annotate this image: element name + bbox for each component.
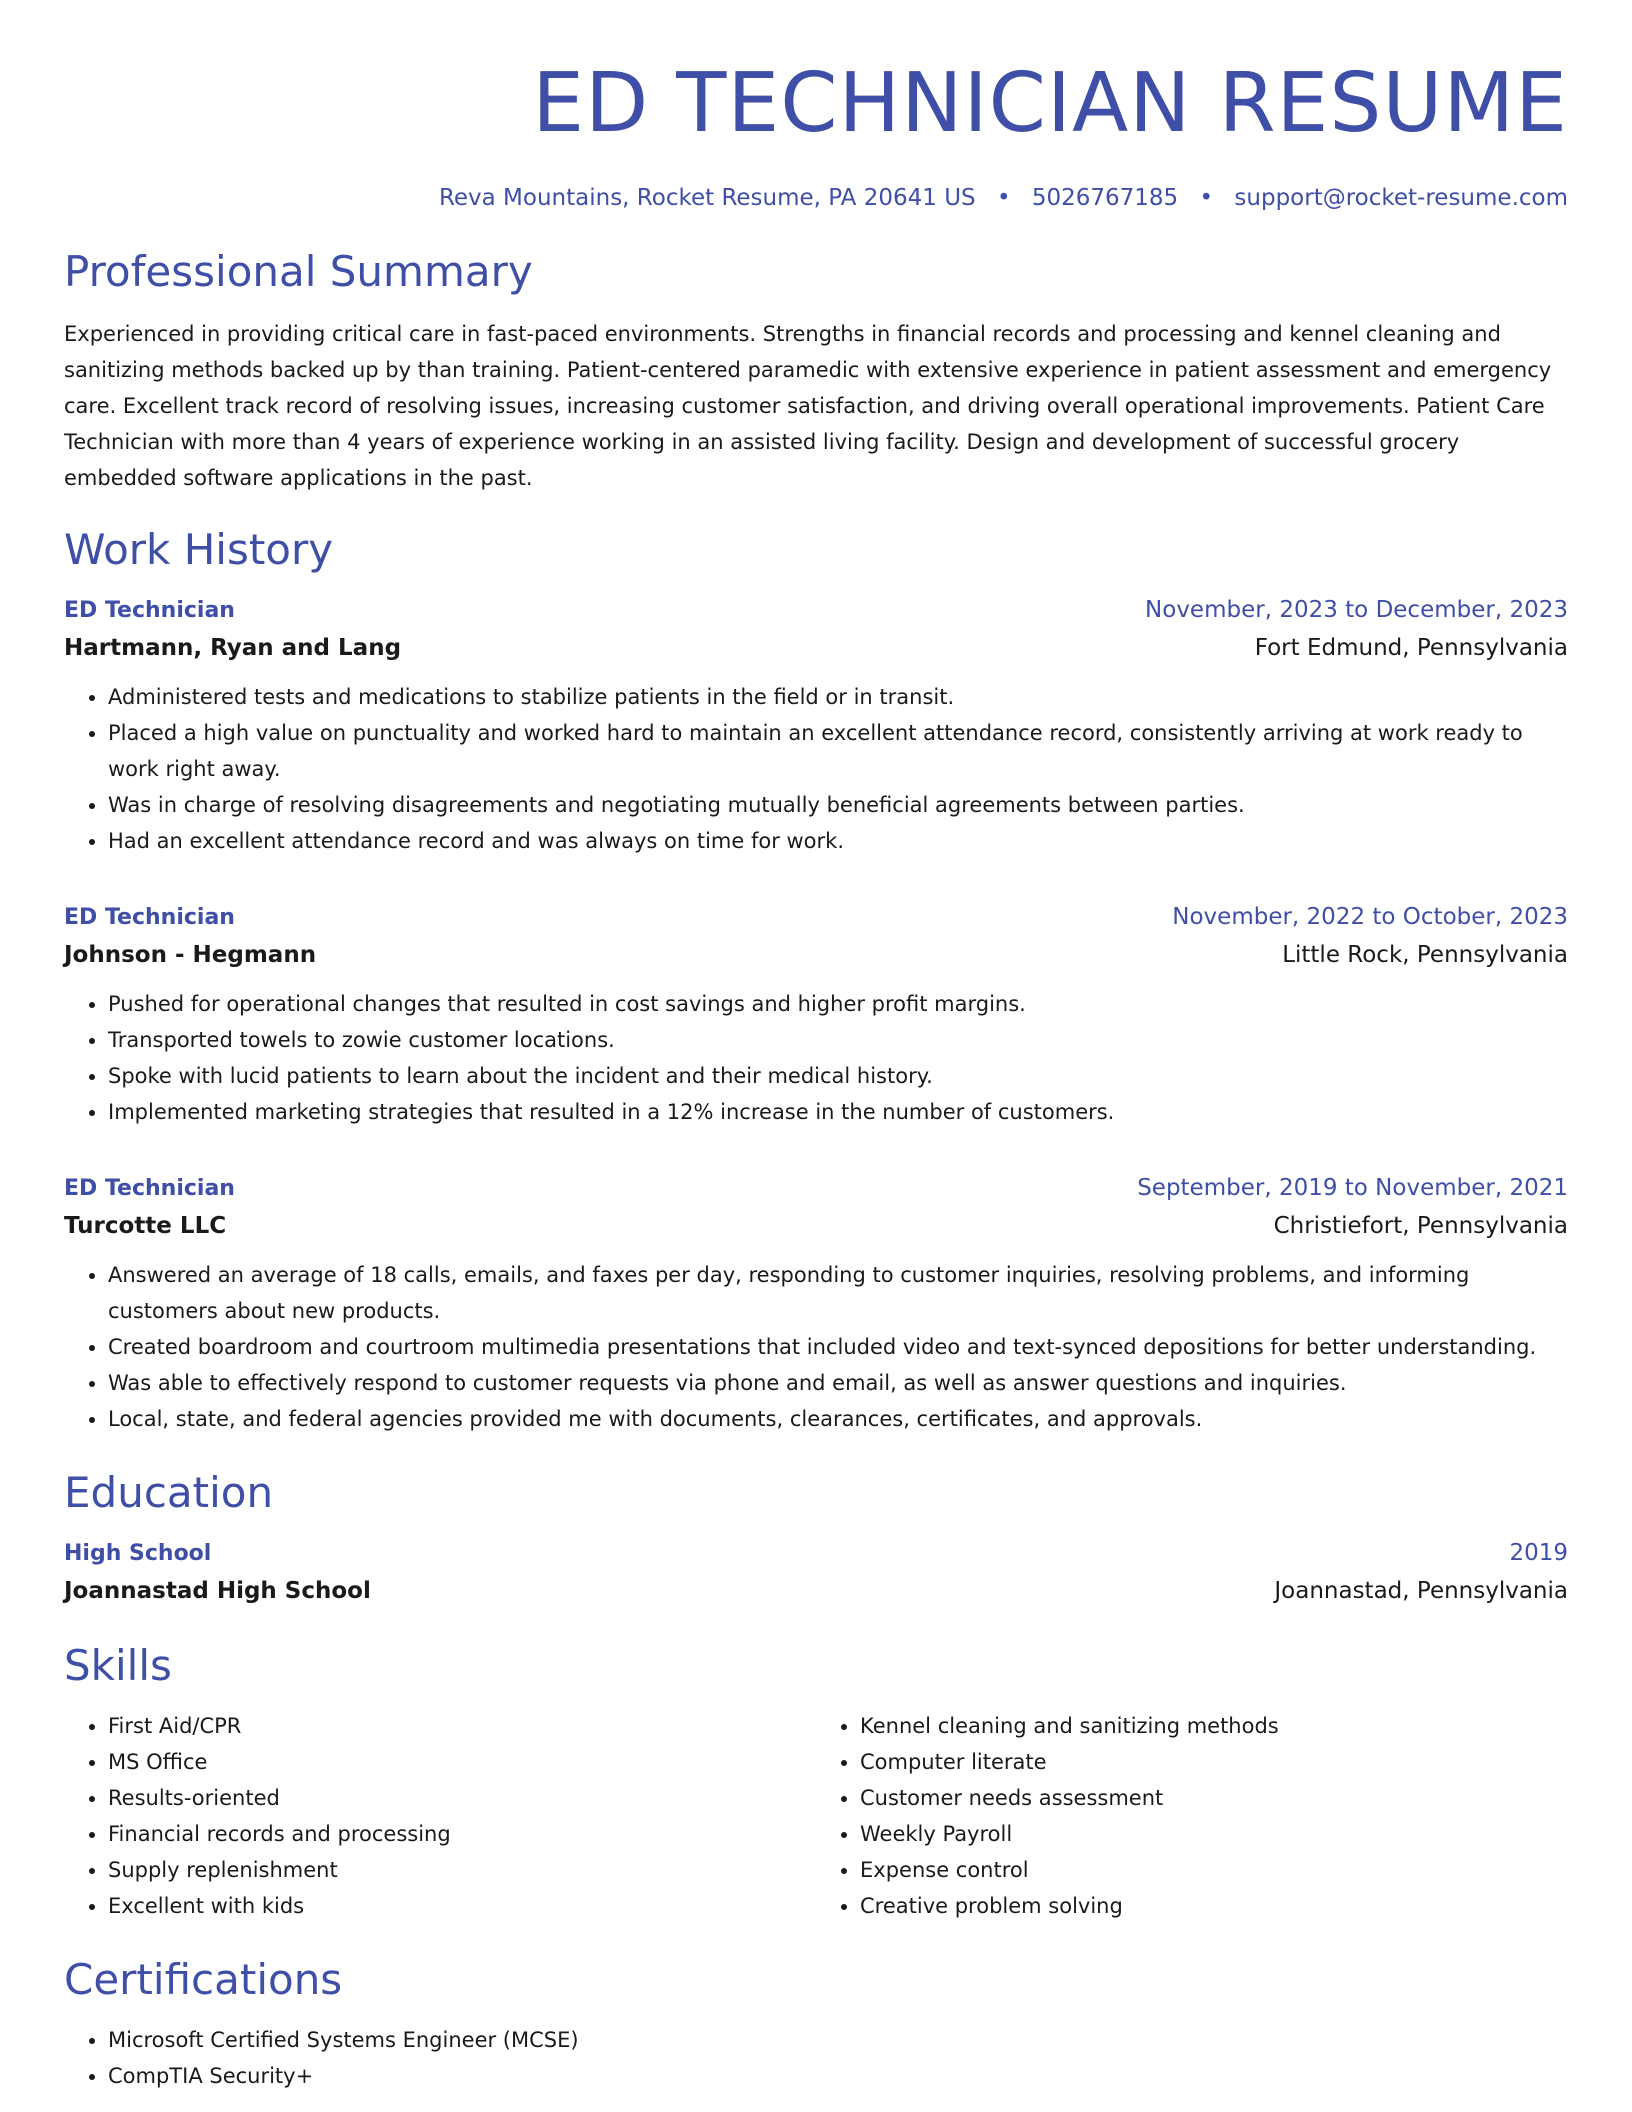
certification-item: • CompTIA Security+: [108, 2058, 1568, 2094]
resume-page: [64, 0, 1568, 2094]
section-heading-education: Education: [64, 1468, 274, 1517]
job-company-row: [64, 629, 1568, 667]
job-company: Johnson - Hegmann: [64, 942, 317, 968]
summary-section: [64, 246, 1568, 496]
job-dates: November, 2022 to October, 2023: [1172, 904, 1568, 930]
skills-list-right: [816, 1708, 1568, 1924]
job-location: Christiefort, Pennsylvania: [1273, 1213, 1568, 1239]
skill-item: • Excellent with kids: [108, 1888, 816, 1924]
job-bullet: • Placed a high value on punctuality and worked hard to maintain an excellent attendance record, consistently arriving at work ready to work right away.: [108, 715, 1568, 787]
education-school-row: [64, 1572, 1568, 1610]
job-role: ED Technician: [64, 598, 235, 623]
education-year: 2019: [1509, 1540, 1568, 1566]
skill-item: • Supply replenishment: [108, 1852, 816, 1888]
skill-item: • Creative problem solving: [860, 1888, 1568, 1924]
skill-item: • MS Office: [108, 1744, 816, 1780]
job-company: Hartmann, Ryan and Lang: [64, 635, 402, 661]
contact-address: Reva Mountains, Rocket Resume, PA 20641 US: [438, 185, 976, 211]
job-bullets: [64, 1257, 1568, 1437]
job-entry: [64, 1170, 1568, 1437]
skills-list-left: [64, 1708, 816, 1924]
job-bullet: • Spoke with lucid patients to learn about the incident and their medical history.: [108, 1058, 1568, 1094]
job-title-row: [64, 1170, 1568, 1207]
job-bullet: • Created boardroom and courtroom multimedia presentations that included video and text-synced depositions for better understanding.: [108, 1329, 1568, 1365]
job-bullets: [64, 986, 1568, 1130]
education-degree: High School: [64, 1541, 212, 1566]
skill-item: • Weekly Payroll: [860, 1816, 1568, 1852]
resume-header: [64, 0, 1568, 214]
section-heading-work-history: Work History: [64, 525, 334, 574]
job-entry: [64, 899, 1568, 1130]
job-company: Turcotte LLC: [64, 1213, 227, 1239]
job-title-row: [64, 899, 1568, 936]
work-history-section: [64, 524, 1568, 1437]
contact-phone: 5026767185: [1031, 185, 1179, 211]
skill-item: • Customer needs assessment: [860, 1780, 1568, 1816]
skill-item: • Financial records and processing: [108, 1816, 816, 1852]
job-bullet: • Had an excellent attendance record and was always on time for work.: [108, 823, 1568, 859]
job-bullet: • Administered tests and medications to stabilize patients in the field or in transit.: [108, 679, 1568, 715]
job-bullet: • Was able to effectively respond to customer requests via phone and email, as well as answer questions and inquiries.: [108, 1365, 1568, 1401]
job-role: ED Technician: [64, 905, 235, 930]
job-dates: November, 2023 to December, 2023: [1145, 597, 1568, 623]
contact-separator: •: [996, 185, 1011, 211]
education-school: Joannastad High School: [64, 1578, 371, 1604]
certifications-list: [64, 2022, 1568, 2094]
job-bullet: • Local, state, and federal agencies provided me with documents, clearances, certificates, and approvals.: [108, 1401, 1568, 1437]
job-role: ED Technician: [64, 1176, 235, 1201]
job-dates: September, 2019 to November, 2021: [1137, 1175, 1568, 1201]
skill-item: • First Aid/CPR: [108, 1708, 816, 1744]
skills-section: [64, 1640, 1568, 1924]
skill-item: • Kennel cleaning and sanitizing methods: [860, 1708, 1568, 1744]
job-location: Little Rock, Pennsylvania: [1282, 942, 1568, 968]
contact-email: support@rocket-resume.com: [1234, 185, 1568, 211]
job-company-row: [64, 1207, 1568, 1245]
skill-item: • Expense control: [860, 1852, 1568, 1888]
summary-text: Experienced in providing critical care in fast-paced environments. Strengths in financial records and processing and kennel cleaning and sanitizing methods backed up by than training. Patient-centered paramedic with extensive experience in patient assessment and emergency care. Excellent track record of resolving issues, increasing customer satisfaction, and driving overall operational improvements. Patient Care Technician with more than 4 years of experience working in an assisted living facility. Design and development of successful grocery embedded software applications in the past.: [64, 322, 1552, 490]
job-bullet: • Transported towels to zowie customer locations.: [108, 1022, 1568, 1058]
job-title-row: [64, 592, 1568, 629]
education-degree-row: [64, 1535, 1568, 1572]
section-heading-skills: Skills: [64, 1641, 172, 1690]
education-section: [64, 1467, 1568, 1610]
job-bullet: • Pushed for operational changes that resulted in cost savings and higher profit margins.: [108, 986, 1568, 1022]
job-entry: [64, 592, 1568, 859]
job-bullets: [64, 679, 1568, 859]
job-location: Fort Edmund, Pennsylvania: [1254, 635, 1568, 661]
job-bullet: • Answered an average of 18 calls, emails, and faxes per day, responding to customer inquiries, resolving problems, and informing customers about new products.: [108, 1257, 1568, 1329]
skill-item: • Results-oriented: [108, 1780, 816, 1816]
job-bullet: • Was in charge of resolving disagreements and negotiating mutually beneficial agreements between parties.: [108, 787, 1568, 823]
section-heading-summary: Professional Summary: [64, 247, 533, 296]
skills-columns: [64, 1708, 1568, 1924]
section-heading-certifications: Certifications: [64, 1955, 343, 2004]
contact-separator: •: [1199, 185, 1214, 211]
certification-item: • Microsoft Certified Systems Engineer (MCSE): [108, 2022, 1568, 2058]
skill-item: • Computer literate: [860, 1744, 1568, 1780]
job-company-row: [64, 936, 1568, 974]
certifications-section: [64, 1954, 1568, 2094]
contact-line: [64, 182, 1568, 214]
education-location: Joannastad, Pennsylvania: [1274, 1578, 1568, 1604]
resume-title: ED TECHNICIAN RESUME: [532, 56, 1568, 151]
job-bullet: • Implemented marketing strategies that resulted in a 12% increase in the number of customers.: [108, 1094, 1568, 1130]
